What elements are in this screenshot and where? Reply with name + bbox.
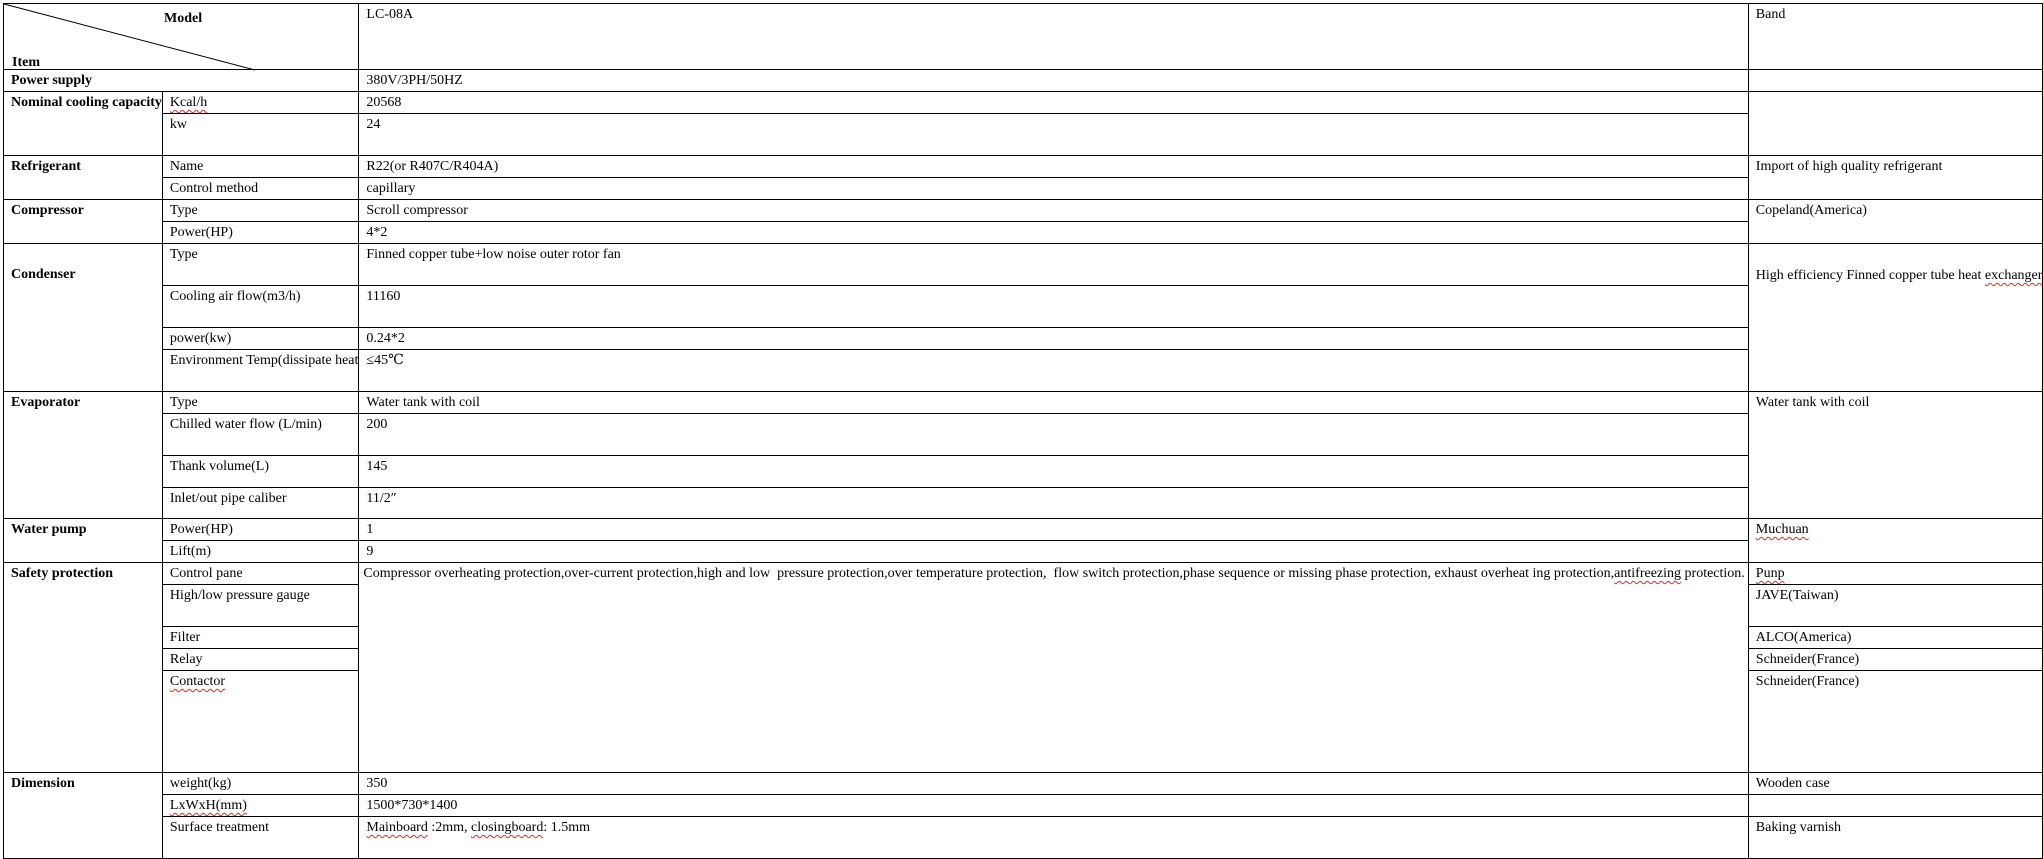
compressor-label: Compressor: [4, 200, 163, 244]
cooling-value-kw: 24: [359, 114, 1748, 156]
dimension-surface-band: Baking varnish: [1748, 817, 2043, 859]
power-supply-value: 380V/3PH/50HZ: [359, 70, 1748, 92]
power-supply-label: Power supply: [4, 70, 359, 92]
compressor-type-value: Scroll compressor: [359, 200, 1748, 222]
dimension-weight-label: weight(kg): [162, 773, 359, 795]
safety-gauge-label: High/low pressure gauge: [162, 585, 359, 627]
condenser-type-value: Finned copper tube+low noise outer rotor fan: [359, 244, 1748, 286]
condenser-env-temp-value: ≤45℃: [359, 350, 1748, 392]
safety-control-band: Punp: [1748, 563, 2043, 585]
pump-power-value: 1: [359, 519, 1748, 541]
cooling-unit-kw: kw: [162, 114, 359, 156]
evaporator-label: Evaporator: [4, 392, 163, 519]
dimension-surface-label: Surface treatment: [162, 817, 359, 859]
evaporator-band: Water tank with coil: [1748, 392, 2043, 519]
condenser-label: Condenser: [4, 244, 163, 392]
safety-filter-label: Filter: [162, 627, 359, 649]
cooling-band: [1748, 92, 2043, 156]
evaporator-volume-label: Thank volume(L): [162, 456, 359, 488]
safety-contactor-label: Contactor: [162, 671, 359, 773]
evaporator-pipe-value: 11/2″: [359, 488, 1748, 519]
diagonal-line: [4, 4, 255, 70]
dimension-surface-value: Mainboard :2mm, closingboard: 1.5mm: [359, 817, 1748, 859]
condenser-env-temp-label: Environment Temp(dissipate heat: [162, 350, 359, 392]
evaporator-flow-label: Chilled water flow (L/min): [162, 414, 359, 456]
band-label: Band: [1748, 4, 2043, 70]
water-pump-label: Water pump: [4, 519, 163, 563]
header-diagonal-cell: [4, 4, 359, 70]
safety-gauge-band: JAVE(Taiwan): [1748, 585, 2043, 627]
pump-power-label: Power(HP): [162, 519, 359, 541]
safety-contactor-band: Schneider(France): [1748, 671, 2043, 773]
condenser-band: High efficiency Finned copper tube heat exchanger: [1748, 244, 2043, 392]
dimension-size-band: [1748, 795, 2043, 817]
condenser-airflow-label: Cooling air flow(m3/h): [162, 286, 359, 328]
dimension-label: Dimension: [4, 773, 163, 859]
evaporator-type-value: Water tank with coil: [359, 392, 1748, 414]
refrigerant-control-value: capillary: [359, 178, 1748, 200]
pump-lift-value: 9: [359, 541, 1748, 563]
refrigerant-control-label: Control method: [162, 178, 359, 200]
cooling-value-kcal: 20568: [359, 92, 1748, 114]
dimension-size-value: 1500*730*1400: [359, 795, 1748, 817]
model-label: Model: [164, 11, 203, 26]
compressor-power-label: Power(HP): [162, 222, 359, 244]
refrigerant-name-label: Name: [162, 156, 359, 178]
spec-table: [3, 3, 2043, 859]
refrigerant-name-value: R22(or R407C/R404A): [359, 156, 1748, 178]
evaporator-flow-value: 200: [359, 414, 1748, 456]
evaporator-type-label: Type: [162, 392, 359, 414]
pump-lift-label: Lift(m): [162, 541, 359, 563]
item-label: Item: [12, 55, 40, 70]
refrigerant-band: Import of high quality refrigerant: [1748, 156, 2043, 200]
model-value: LC-08A: [359, 4, 1748, 70]
condenser-airflow-value: 11160: [359, 286, 1748, 328]
evaporator-pipe-label: Inlet/out pipe caliber: [162, 488, 359, 519]
cooling-unit-kcal: Kcal/h: [162, 92, 359, 114]
condenser-power-label: power(kw): [162, 328, 359, 350]
safety-relay-band: Schneider(France): [1748, 649, 2043, 671]
evaporator-volume-value: 145: [359, 456, 1748, 488]
refrigerant-label: Refrigerant: [4, 156, 163, 200]
power-supply-band: [1748, 70, 2043, 92]
pump-band: Muchuan: [1748, 519, 2043, 563]
safety-relay-label: Relay: [162, 649, 359, 671]
safety-protection-value: Compressor overheating protection,over-current protection,high and low pressure protection,over temperature protection, flow switch protection,phase sequence or missing phase protection, exhaust overheat ing protection,antifreezing protection.: [359, 563, 1748, 773]
safety-control-label: Control pane: [162, 563, 359, 585]
dimension-weight-value: 350: [359, 773, 1748, 795]
condenser-type-label: Type: [162, 244, 359, 286]
cooling-capacity-label: Nominal cooling capacity: [4, 92, 163, 156]
compressor-type-label: Type: [162, 200, 359, 222]
condenser-power-value: 0.24*2: [359, 328, 1748, 350]
dimension-size-label: LxWxH(mm): [162, 795, 359, 817]
safety-protection-label: Safety protection: [4, 563, 163, 773]
safety-filter-band: ALCO(America): [1748, 627, 2043, 649]
compressor-power-value: 4*2: [359, 222, 1748, 244]
compressor-band: Copeland(America): [1748, 200, 2043, 244]
dimension-weight-band: Wooden case: [1748, 773, 2043, 795]
